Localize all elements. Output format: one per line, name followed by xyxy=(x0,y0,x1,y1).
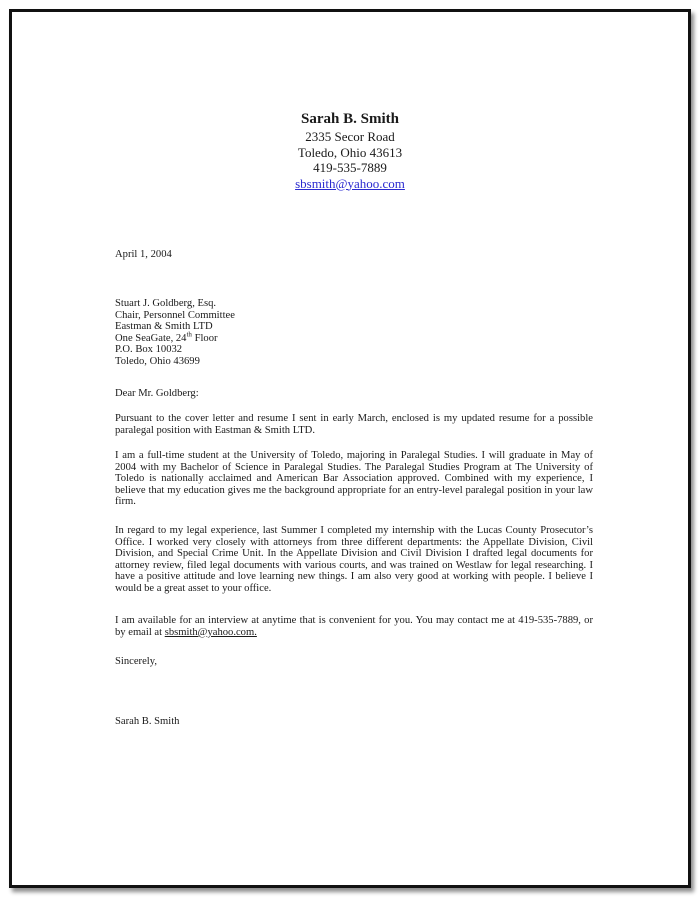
sender-phone: 419-535-7889 xyxy=(313,160,387,175)
recipient-title: Chair, Personnel Committee xyxy=(115,309,235,321)
recipient-name: Stuart J. Goldberg, Esq. xyxy=(115,298,217,309)
letter-date: April 1, 2004 xyxy=(115,249,172,260)
recipient-street: One SeaGate, 24th Floor xyxy=(115,330,218,344)
contact-email-link[interactable]: sbsmith@yahoo.com. xyxy=(164,626,257,638)
sender-email-link[interactable]: sbsmith@yahoo.com xyxy=(295,175,405,191)
signature-name: Sarah B. Smith xyxy=(115,716,180,727)
salutation: Dear Mr. Goldberg: xyxy=(115,388,199,399)
recipient-company: Eastman & Smith LTD xyxy=(115,321,213,333)
letterhead xyxy=(12,110,688,191)
sender-street: 2335 Secor Road xyxy=(305,129,395,144)
sender-city: Toledo, Ohio 43613 xyxy=(297,144,403,160)
page-frame xyxy=(9,9,691,888)
paragraph-education: I am a full-time student at the University of Toledo, majoring in Paralegal Studies. I will graduate in May of 2004 with my Bachelor of Science in Paralegal Studies. The Paralegal Studies Program at The University of Toledo is nationally acclaimed and American Bar Association approved. Combined with my experience, I believe that my education gives me the background appropriate for an entry-level paralegal position in your law firm. xyxy=(115,450,593,508)
closing: Sincerely, xyxy=(115,656,157,667)
paragraph-experience: In regard to my legal experience, last Summer I completed my internship with the Lucas County Prosecutor’s Office. I worked very closely with attorneys from three different departments: the Appellate Division, Civil Division, and Special Crime Unit. In the Appellate Division and Civil Division I drafted legal documents for attorney review, filed legal documents with various courts, and was trained on Westlaw for legal researching. I have a positive attitude and love learning new things. I am also very good at working with people. I believe I would be a great asset to your office. xyxy=(115,525,593,594)
sender-name: Sarah B. Smith xyxy=(301,111,399,127)
paragraph-contact: I am available for an interview at anytime that is convenient for you. You may contact me at 419-535-7889, or by email at sbsmith@yahoo.com. xyxy=(115,615,593,638)
paragraph-intro: Pursuant to the cover letter and resume I sent in early March, enclosed is my updated resume for a possible paralegal position with Eastman & Smith LTD. xyxy=(115,413,593,436)
recipient-address xyxy=(115,298,593,368)
recipient-city: Toledo, Ohio 43699 xyxy=(115,355,200,367)
recipient-po-box: P.O. Box 10032 xyxy=(115,344,183,356)
